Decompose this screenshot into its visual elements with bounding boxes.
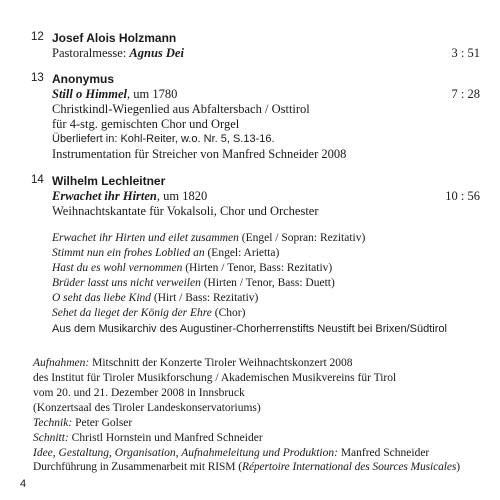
composer-name: Josef Alois Holzmann (52, 31, 177, 45)
work-prefix: Pastoralmesse: (52, 46, 130, 60)
work-year: , um 1820 (156, 189, 208, 203)
movement-line (52, 262, 332, 274)
credits-value: Christl Hornstein und Manfred Schneider (68, 432, 263, 444)
credits-rism (33, 461, 460, 473)
work-description-line: Christkindl-Wiegenlied aus Abfaltersbach / Osttirol (52, 102, 310, 116)
movement-title: Sehet da lieget der König der Ehre (52, 307, 212, 319)
work-title: Agnus Dei (129, 46, 184, 60)
movement-line (52, 247, 279, 259)
credits-technik (33, 417, 132, 429)
credits-recording (33, 357, 353, 369)
track-number: 14 (31, 174, 44, 186)
movement-line (52, 232, 365, 244)
track-number: 12 (31, 31, 44, 43)
credits-value: Manfred Schneider (337, 447, 430, 459)
movement-title: Brüder lasst uns nicht verweilen (52, 277, 201, 289)
credits-production (33, 447, 429, 459)
source-note: Aus dem Musikarchiv des Augustiner-Chorherrenstifts Neustift bei Brixen/Südtirol (52, 323, 447, 335)
track-duration: 10 : 56 (445, 189, 480, 203)
work-year: , um 1780 (127, 87, 178, 101)
movement-note: (Hirten / Tenor, Bass: Rezitativ) (182, 262, 333, 274)
work-subtitle: Weihnachtskantate für Vokalsoli, Chor und Orchester (52, 204, 319, 218)
page-number: 4 (20, 478, 27, 490)
credits-text-end: ) (456, 461, 460, 473)
movement-line (52, 292, 258, 304)
credits-value: Peter Golser (72, 417, 133, 429)
credits-value: Mitschnitt der Konzerte Tiroler Weihnachtskonzert 2008 (89, 357, 353, 369)
movement-title: Stimmt nun ein frohes Loblied an (52, 247, 205, 259)
track-duration: 3 : 51 (451, 46, 480, 60)
work-description-line: Instrumentation für Streicher von Manfred Schneider 2008 (52, 147, 347, 161)
movement-note: (Chor) (211, 307, 246, 319)
movement-title: Hast du es wohl vernommen (52, 262, 183, 274)
work-title-line (52, 46, 184, 61)
credits-rism-name: Répertoire International des Sources Musicales (241, 461, 457, 473)
credits-schnitt (33, 432, 263, 444)
movement-line (52, 277, 335, 289)
work-title-line (52, 87, 177, 102)
credits-line: vom 20. und 21. Dezember 2008 in Innsbruck (33, 387, 245, 399)
composer-name: Wilhelm Lechleitner (52, 174, 166, 188)
movement-note: (Hirten / Tenor, Bass: Duett) (200, 277, 335, 289)
credits-text: Durchführung in Zusammenarbeit mit RISM ( (33, 461, 242, 473)
work-title: Erwachet ihr Hirten (52, 189, 157, 203)
composer-name: Anonymus (52, 72, 115, 86)
credits-line: (Konzertsaal des Tiroler Landeskonservatoriums) (33, 402, 261, 414)
credits-line: des Institut für Tiroler Musikforschung / Akademischen Musikvereins für Tirol (33, 372, 397, 384)
credits-label: Schnitt: (33, 432, 69, 444)
credits-label: Technik: (33, 417, 73, 429)
work-description-line: für 4-stg. gemischten Chor und Orgel (52, 117, 240, 131)
movement-title: Erwachet ihr Hirten und eilet zusammen (52, 232, 239, 244)
movement-note: (Engel / Sopran: Rezitativ) (238, 232, 366, 244)
track-duration: 7 : 28 (451, 87, 480, 101)
work-title-line (52, 189, 207, 204)
movement-note: (Hirt / Bass: Rezitativ) (151, 292, 259, 304)
credits-label: Aufnahmen: (33, 357, 90, 369)
movement-title: O seht das liebe Kind (52, 292, 152, 304)
movement-line (52, 307, 245, 319)
work-title: Still o Himmel (52, 87, 128, 101)
track-number: 13 (31, 72, 44, 84)
movement-note: (Engel: Arietta) (204, 247, 280, 259)
work-description-line: Überliefert in: Kohl-Reiter, w.o. Nr. 5, S.13-16. (52, 133, 275, 145)
credits-label: Idee, Gestaltung, Organisation, Aufnahmeleitung und Produktion: (33, 447, 338, 459)
